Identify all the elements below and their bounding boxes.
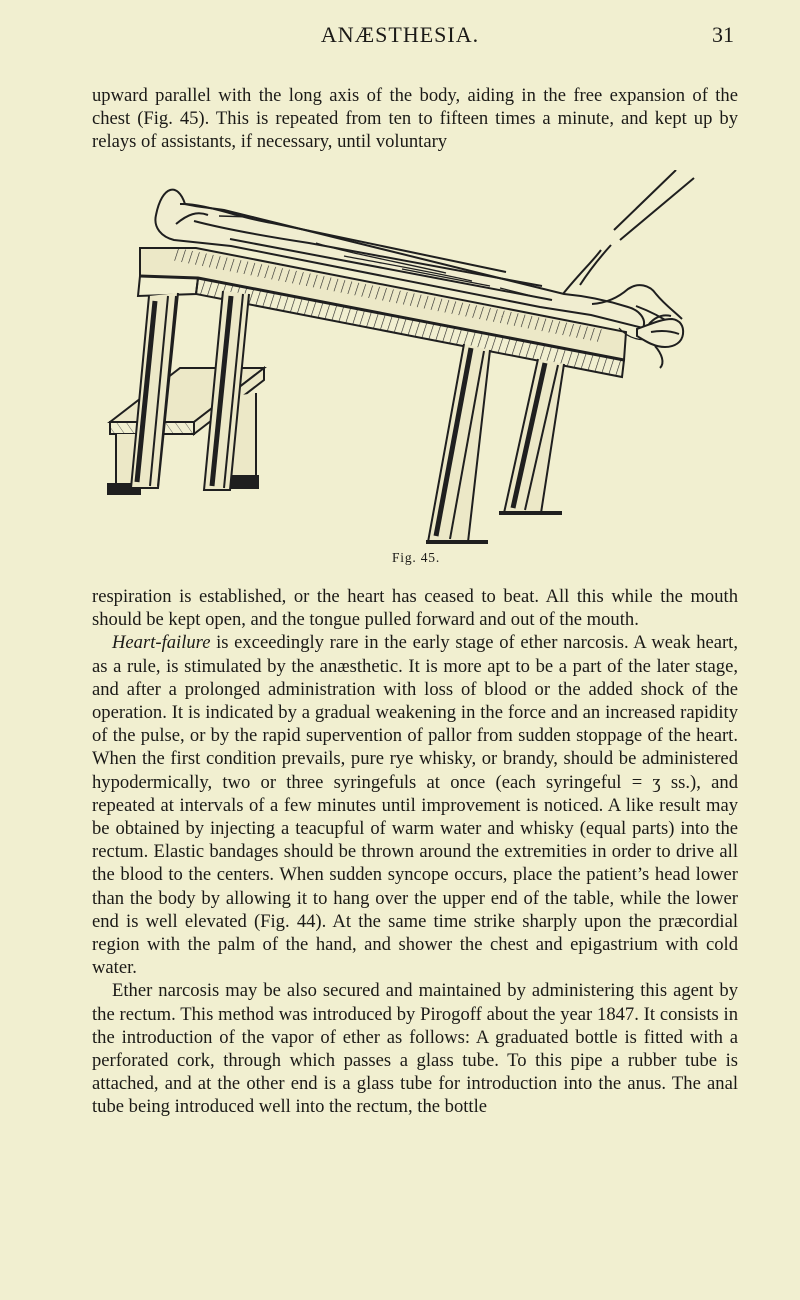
figure-caption: Fig. 45. (392, 550, 441, 565)
inclined-table-illustration (86, 170, 706, 550)
body-text (92, 585, 738, 1119)
heart-failure-text: is exceedingly rare in the early stage of ether narcosis. A weak heart, as a rule, is stimulated by the anæsthetic. It is more apt to be a part of the later stage, and after a prolonged administration with loss of blood or the added shock of the operation. It is indicated by a gradual weakening in the force and an increased rapidity of the pulse, or by the rapid supervention of pallor from sudden stoppage of the heart. When the first condition prevails, pure rye whisky, or brandy, should be administered hypodermically, two or three syringefuls at once (each syringeful = ʒ ss.), and repeated at intervals of a few minutes until improvement is noticed. A like result may be obtained by injecting a teacupful of warm water and whisky (equal parts) into the rectum. Elastic bandages should be thrown around the extremities in order to drive all the blood to the centers. When sudden syncope occurs, place the patient’s head lower than the body by allowing it to hang over the upper end of the table, while the lower end is well elevated (Fig. 44). At the same time strike sharply upon the præcordial region with the palm of the hand, and shower the chest and epigastrium with cold water. (92, 632, 738, 979)
page-number: 31 (712, 22, 734, 47)
ether-narcosis-paragraph: Ether narcosis may be also secured and maintained by administering this agent by the rectum. This method was introduced by Pirogoff about the year 1847. It consists in the introduction of the vapor of ether as follows: A graduated bottle is fitted with a perforated cork, through which passes a glass tube. To this pipe a rubber tube is attached, and at the other end is a glass tube for introduction into the anus. The anal tube being introduced well into the rectum, the bottle (92, 980, 738, 1118)
running-title: ANÆSTHESIA. (320, 22, 480, 47)
heart-failure-paragraph (92, 631, 738, 979)
intro-paragraph: upward parallel with the long axis of the body, aiding in the free expansion of the chest (Fig. 45). This is repeated from ten to fifteen times a minute, and kept up by relays of assistants, if necessary, until voluntary (92, 85, 738, 153)
page-header (0, 22, 800, 56)
continuation-paragraph: respiration is established, or the heart has ceased to beat. All this while the mouth should be kept open, and the tongue pulled forward and out of the mouth. (92, 586, 738, 631)
heart-failure-term: Heart-failure (112, 632, 211, 654)
figure-45-illustration (86, 170, 706, 550)
